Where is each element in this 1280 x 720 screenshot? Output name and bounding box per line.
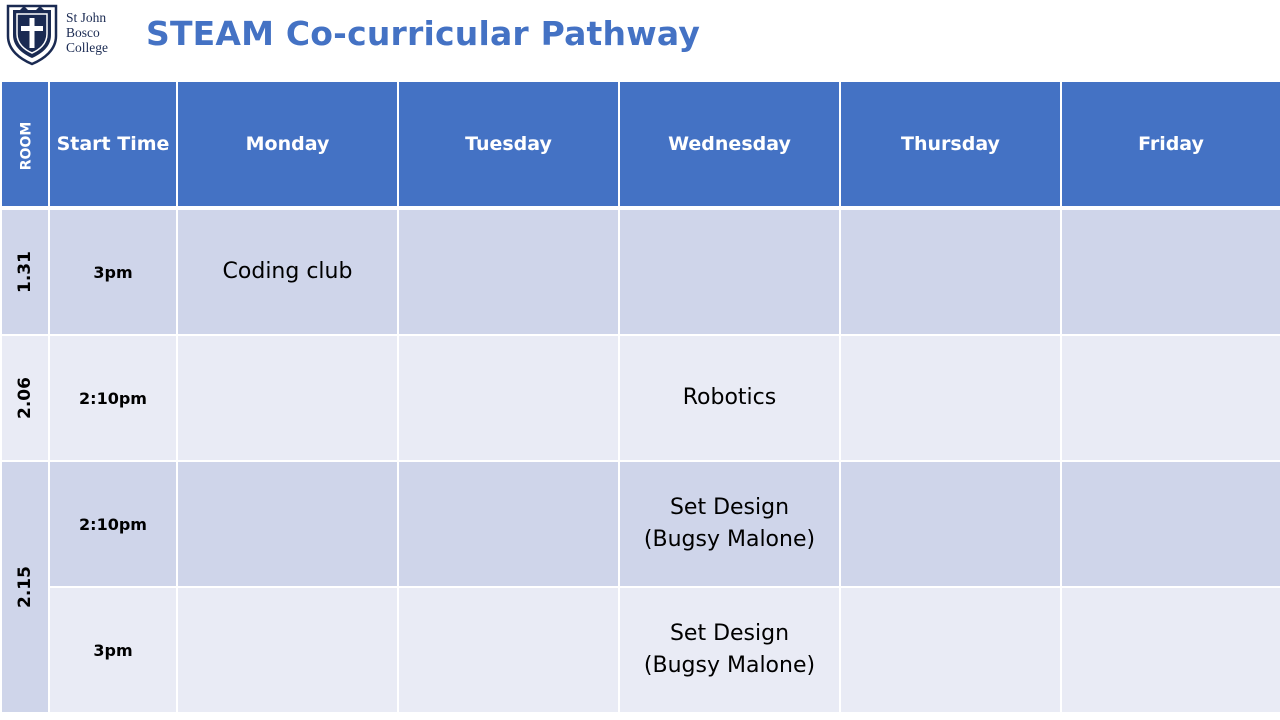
room-label: 1.31 [14, 251, 35, 293]
activity-line: (Bugsy Malone) [643, 653, 816, 678]
activity-cell-friday [1061, 587, 1280, 713]
activity-cell-wednesday [619, 461, 840, 587]
activity-cell-thursday [840, 335, 1061, 461]
start-time-cell: 3pm [49, 208, 177, 335]
activity-cell-tuesday [398, 208, 619, 335]
activity-line: Coding club [222, 259, 353, 284]
logo-line: College [66, 40, 108, 55]
logo-line: St John [66, 10, 107, 25]
activity-cell-tuesday [398, 335, 619, 461]
college-name [66, 10, 108, 55]
slide-header [0, 0, 1280, 80]
header-row [1, 81, 1280, 208]
activity-cell-friday [1061, 335, 1280, 461]
activity-cell-tuesday [398, 461, 619, 587]
table-row [1, 461, 1280, 587]
day-header-wednesday: Wednesday [619, 81, 840, 208]
activity-cell-monday [177, 587, 398, 713]
activity-cell-wednesday [619, 587, 840, 713]
day-header-monday: Monday [177, 81, 398, 208]
activity-cell-monday [177, 461, 398, 587]
activity-line: Robotics [682, 385, 777, 410]
table-row [1, 335, 1280, 461]
activity-line: Set Design [669, 621, 790, 646]
start-time-cell: 2:10pm [49, 461, 177, 587]
activity-cell-monday [177, 208, 398, 335]
shield-crest-icon [4, 2, 60, 66]
activity-cell-thursday [840, 461, 1061, 587]
day-header-thursday: Thursday [840, 81, 1061, 208]
day-header-tuesday: Tuesday [398, 81, 619, 208]
activity-cell-wednesday [619, 208, 840, 335]
start-time-header: Start Time [49, 81, 177, 208]
room-cell [1, 461, 49, 713]
activity-line: Set Design [669, 495, 790, 520]
activity-cell-thursday [840, 208, 1061, 335]
activity-cell-tuesday [398, 587, 619, 713]
start-time-cell: 3pm [49, 587, 177, 713]
college-logo [4, 2, 124, 66]
day-header-friday: Friday [1061, 81, 1280, 208]
room-header [1, 81, 49, 208]
activity-cell-friday [1061, 461, 1280, 587]
room-header-label: ROOM [18, 121, 35, 171]
timetable [0, 80, 1280, 714]
activity-cell-thursday [840, 587, 1061, 713]
table-row [1, 208, 1280, 335]
room-label: 2.15 [14, 566, 35, 608]
activity-line: (Bugsy Malone) [643, 527, 816, 552]
page-title: STEAM Co-curricular Pathway [146, 14, 701, 53]
start-time-cell: 2:10pm [49, 335, 177, 461]
activity-cell-friday [1061, 208, 1280, 335]
room-label: 2.06 [14, 377, 35, 419]
room-cell [1, 208, 49, 335]
activity-cell-wednesday [619, 335, 840, 461]
room-cell [1, 335, 49, 461]
table-row [1, 587, 1280, 713]
activity-cell-monday [177, 335, 398, 461]
logo-line: Bosco [66, 25, 100, 40]
